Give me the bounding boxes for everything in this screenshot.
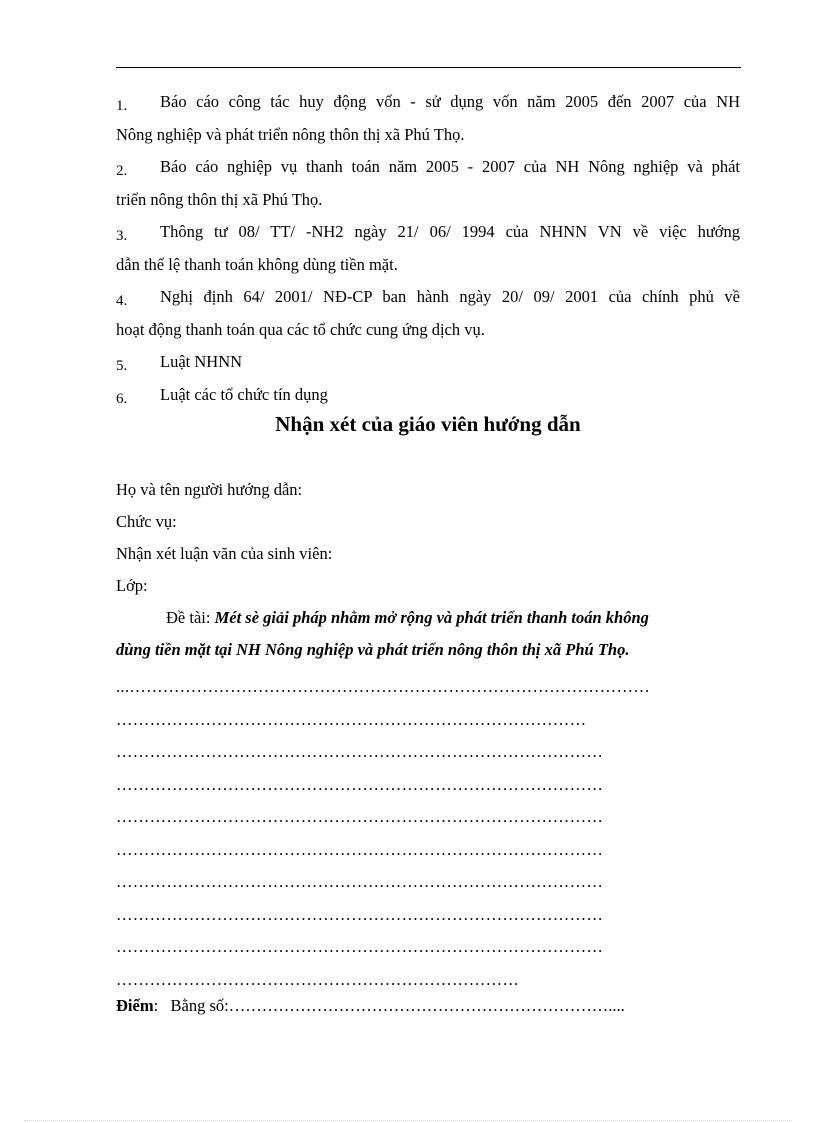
score-field [116, 990, 625, 1022]
instructor-name-label: Họ và tên người hướng dẫn: [116, 480, 303, 499]
header-rule [116, 67, 741, 68]
thesis-review-label: Nhận xét luận văn của sinh viên: [116, 544, 333, 563]
reference-number: 2. [116, 163, 128, 179]
reference-number: 4. [116, 293, 128, 309]
comment-line[interactable]: ……………………………………………………………… [116, 969, 520, 989]
reference-text-continued: Nông nghiệp và phát triển nông thôn thị xã Phú Thọ. [116, 124, 465, 144]
reference-text-continued: hoạt động thanh toán qua các tổ chức cung ứng dịch vụ. [116, 319, 485, 339]
comment-line[interactable]: …………………………………………………………………………… [116, 937, 604, 956]
comment-line[interactable]: ...………………………………………………………………………………… [116, 677, 651, 696]
reference-text: Báo cáo công tác huy động vốn - sử dụng vốn năm 2005 đến 2007 của NH [160, 92, 740, 111]
evaluation-form [116, 474, 756, 666]
comment-lines [116, 671, 756, 996]
score-number-line[interactable]: Bằng số:…………………………………………………………….... [170, 996, 625, 1015]
reference-item [116, 216, 740, 281]
comment-line[interactable]: …………………………………………………………………………… [116, 872, 604, 891]
reference-item [116, 86, 740, 151]
comment-line[interactable]: …………………………………………………………………………… [116, 904, 604, 924]
reference-text-continued: triển nông thôn thị xã Phú Thọ. [116, 189, 323, 209]
reference-text: Luật các tổ chức tín dụng [160, 384, 328, 404]
reference-item [116, 346, 740, 379]
topic-title-continued: dùng tiền mặt tại NH Nông nghiệp và phát triển nông thôn thị xã Phú Thọ. [116, 640, 630, 659]
reference-list [116, 86, 740, 411]
reference-number: 6. [116, 390, 128, 407]
position-label: Chức vụ: [116, 512, 177, 531]
topic-title: Mét sè giải pháp nhằm mở rộng và phát triển thanh toán không [214, 608, 649, 627]
comment-line[interactable]: …………………………………………………………………………… [116, 742, 604, 761]
reference-number: 3. [116, 228, 128, 244]
thesis-topic [116, 602, 756, 666]
class-label: Lớp: [116, 576, 148, 595]
reference-number: 5. [116, 358, 128, 374]
comment-line[interactable]: ………………………………………………………………………… [116, 709, 587, 729]
reference-item [116, 151, 740, 216]
reference-item [116, 281, 740, 346]
comment-line[interactable]: …………………………………………………………………………… [116, 839, 604, 859]
evaluation-title: Nhận xét của giáo viên hướng dẫn [275, 412, 581, 436]
comment-line[interactable]: …………………………………………………………………………… [116, 774, 604, 794]
reference-text: Báo cáo nghiệp vụ thanh toán năm 2005 - 2007 của NH Nông nghiệp và phát [160, 157, 740, 176]
reference-number: 1. [116, 98, 128, 114]
reference-text: Nghị định 64/ 2001/ NĐ-CP ban hành ngày 20/ 09/ 2001 của chính phủ về [160, 287, 740, 306]
score-label: Điểm [116, 996, 154, 1015]
comment-line[interactable]: …………………………………………………………………………… [116, 807, 604, 826]
page-bottom-edge [24, 1120, 792, 1121]
reference-text: Luật NHNN [160, 352, 243, 371]
reference-text: Thông tư 08/ TT/ -NH2 ngày 21/ 06/ 1994 của NHNN VN về việc hướng [160, 222, 740, 241]
reference-text-continued: dẫn thể lệ thanh toán không dùng tiền mặt. [116, 254, 398, 274]
score-colon: : [153, 996, 159, 1015]
topic-label: Đề tài: [166, 608, 211, 627]
